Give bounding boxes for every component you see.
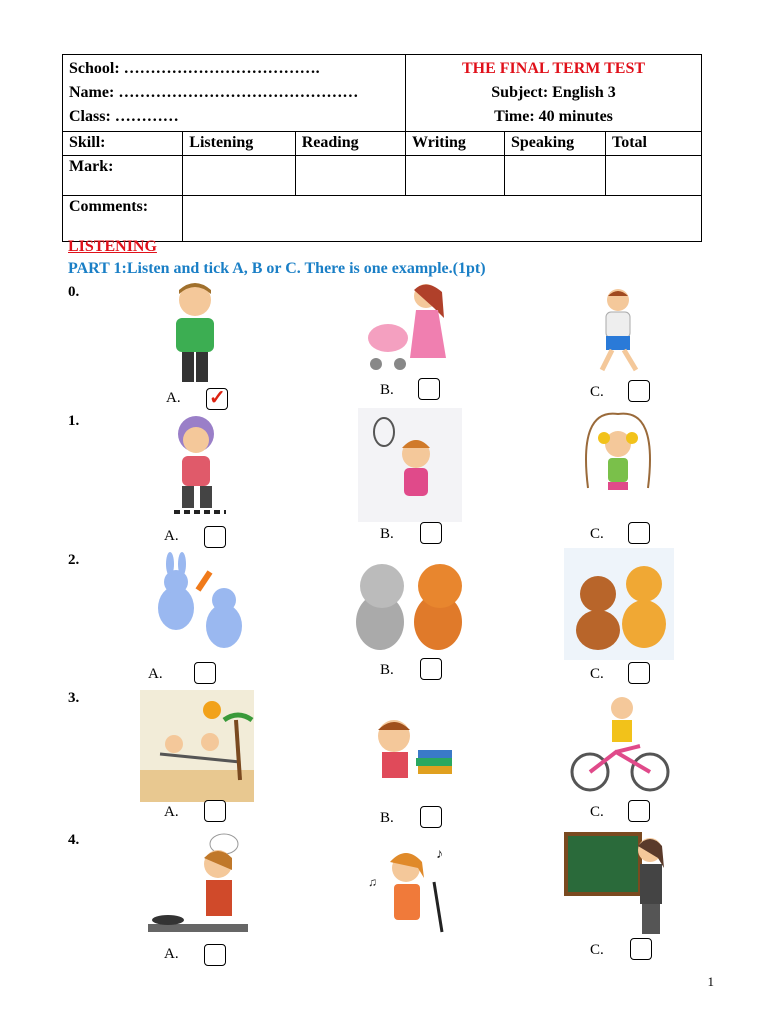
answer-box-b[interactable] xyxy=(420,806,442,828)
option-label-c: C. xyxy=(590,384,604,400)
picture-teddy-bears xyxy=(564,548,674,660)
picture-woman-pram xyxy=(364,278,454,380)
skill-label: Skill: xyxy=(63,132,183,156)
answer-box-a[interactable] xyxy=(204,800,226,822)
option-label-b: B. xyxy=(380,662,394,678)
answer-box-b[interactable] xyxy=(420,658,442,680)
picture-boy-walking xyxy=(584,286,654,376)
skill-total: Total xyxy=(606,132,702,156)
mark-cell[interactable] xyxy=(606,156,702,196)
header-table xyxy=(62,54,702,242)
question-number: 0. xyxy=(68,284,80,300)
picture-girl-bike xyxy=(564,686,672,796)
answer-box-b[interactable] xyxy=(420,522,442,544)
time-line: Time: 40 minutes xyxy=(494,108,613,125)
answer-box-c[interactable] xyxy=(628,662,650,684)
picture-rabbits xyxy=(140,550,250,660)
option-label-c: C. xyxy=(590,526,604,542)
mark-label: Mark: xyxy=(63,156,183,196)
answer-box-b[interactable] xyxy=(418,378,440,400)
svg-text:♪: ♪ xyxy=(436,847,443,862)
answer-box-c[interactable] xyxy=(630,938,652,960)
option-label-c: C. xyxy=(590,804,604,820)
answer-box-a[interactable] xyxy=(204,944,226,966)
question-number: 2. xyxy=(68,552,80,568)
question-number: 1. xyxy=(68,413,80,429)
question-number: 3. xyxy=(68,690,80,706)
option-label-a: A. xyxy=(164,804,179,820)
skill-speaking: Speaking xyxy=(505,132,606,156)
page-number: 1 xyxy=(707,974,714,989)
svg-text:♫: ♫ xyxy=(368,875,377,889)
name-line: Name: ……………………………………… xyxy=(69,84,359,101)
comments-label: Comments: xyxy=(63,196,183,242)
option-label-c: C. xyxy=(590,942,604,958)
answer-box-c[interactable] xyxy=(628,522,650,544)
option-label-a: A. xyxy=(164,528,179,544)
answer-box-a[interactable] xyxy=(194,662,216,684)
student-info xyxy=(63,55,406,132)
section-title: LISTENING xyxy=(68,238,157,255)
picture-beach-volleyball xyxy=(140,690,254,802)
class-line: Class: ………… xyxy=(69,108,179,125)
check-icon: ✓ xyxy=(209,387,226,409)
picture-girl-reading xyxy=(356,700,460,804)
picture-teacher xyxy=(564,828,672,940)
mark-cell[interactable] xyxy=(183,156,295,196)
picture-girl-skating xyxy=(156,408,242,520)
test-info xyxy=(406,55,702,132)
mark-cell[interactable] xyxy=(295,156,405,196)
answer-box-a[interactable] xyxy=(204,526,226,548)
skill-listening: Listening xyxy=(183,132,295,156)
subject-line: Subject: English 3 xyxy=(491,84,616,101)
comments-cell[interactable] xyxy=(183,196,702,242)
option-label-b: B. xyxy=(380,382,394,398)
answer-box-c[interactable] xyxy=(628,800,650,822)
test-title: THE FINAL TERM TEST xyxy=(461,60,646,77)
mark-cell[interactable] xyxy=(406,156,505,196)
option-label-a: A. xyxy=(166,390,181,406)
answer-box-c[interactable] xyxy=(628,380,650,402)
picture-girl-skipping xyxy=(568,408,668,508)
skill-writing: Writing xyxy=(406,132,505,156)
question-number: 4. xyxy=(68,832,80,848)
option-label-a: A. xyxy=(148,666,163,682)
option-label-c: C. xyxy=(590,666,604,682)
picture-cats xyxy=(348,548,472,658)
option-label-a: A. xyxy=(164,946,179,962)
picture-girl-badminton xyxy=(358,408,462,522)
picture-woman-singing xyxy=(362,842,458,938)
answer-box-a[interactable] xyxy=(206,388,228,410)
school-line: School: ………………………………. xyxy=(69,60,320,77)
option-label-b: B. xyxy=(380,526,394,542)
picture-chef xyxy=(146,830,252,938)
option-label-b: B. xyxy=(380,810,394,826)
mark-cell[interactable] xyxy=(505,156,606,196)
skill-reading: Reading xyxy=(295,132,405,156)
part-instruction: PART 1:Listen and tick A, B or C. There is one example.(1pt) xyxy=(68,260,486,277)
picture-boy xyxy=(160,280,230,388)
